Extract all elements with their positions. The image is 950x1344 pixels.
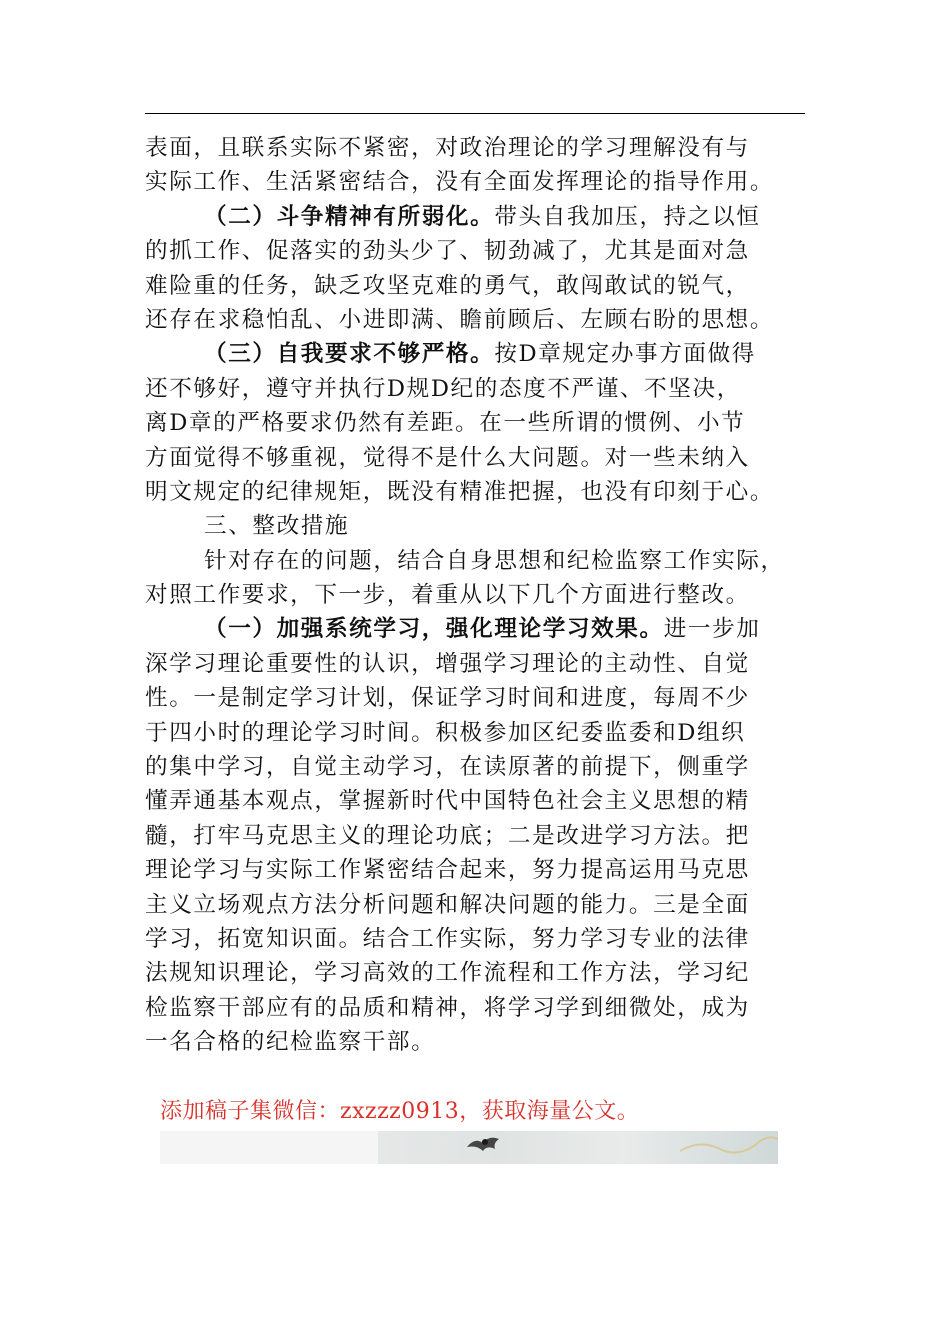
body-line: 懂弄通基本观点，掌握新时代中国特色社会主义思想的精 [145,788,750,815]
body-line: 离D章的严格要求仍然有差距。在一些所谓的惯例、小节 [145,410,746,437]
body-line: 难险重的任务，缺乏攻坚克难的勇气，敢闯敢试的锐气， [145,272,750,299]
body-line: 明文规定的纪律规矩，既没有精准把握，也没有印刻于心。 [145,478,775,505]
body-line: 主义立场观点方法分析问题和解决问题的能力。三是全面 [145,891,750,918]
promo-text: 添加稿子集微信：zxzzz0913，获取海量公文。 [160,1099,640,1124]
decorative-curve [680,1131,778,1164]
header-rule [145,113,805,114]
document-body [145,131,807,1060]
subsection-text: 进一步加 [663,616,761,643]
subsection-title: （二）斗争精神有所弱化。 [204,203,495,230]
body-line: 理论学习与实际工作紧密结合起来，努力提高运用马克思 [145,857,750,884]
bird-ink-icon [465,1133,505,1155]
subsection-line [145,612,807,646]
body-line: 于四小时的理论学习时间。积极参加区纪委监委和D组织 [145,719,746,746]
subsection-line [145,200,807,234]
decorative-banner [160,1131,778,1164]
body-line: 深学习理论重要性的认识，增强学习理论的主动性、自觉 [145,650,750,677]
body-line: 对照工作要求，下一步，着重从以下几个方面进行整改。 [145,582,750,609]
section-heading: 三、整改措施 [204,513,350,540]
subsection-text: 按D章规定办事方面做得 [494,341,756,368]
body-line: 髓，打牢马克思主义的理论功底；二是改进学习方法。把 [145,822,750,849]
body-line: 法规知识理论，学习高效的工作流程和工作方法，学习纪 [145,960,750,987]
body-line: 还存在求稳怕乱、小进即满、瞻前顾后、左顾右盼的思想。 [145,306,775,333]
body-line: 实际工作、生活紧密结合，没有全面发挥理论的指导作用。 [145,169,775,196]
body-line: 针对存在的问题，结合自身思想和纪检监察工作实际， [204,547,785,574]
subsection-line [145,337,807,371]
body-line: 性。一是制定学习计划，保证学习时间和进度，每周不少 [145,685,750,712]
body-line: 一名合格的纪检监察干部。 [145,1029,436,1056]
body-line: 还不够好，遵守并执行D规D纪的态度不严谨、不坚决， [145,375,741,402]
banner-panel [160,1131,378,1164]
body-line: 表面，且联系实际不紧密，对政治理论的学习理解没有与 [145,135,750,161]
body-line: 的集中学习，自觉主动学习，在读原著的前提下，侧重学 [145,754,750,781]
subsection-title: （一）加强系统学习，强化理论学习效果。 [204,616,664,643]
body-line: 学习，拓宽知识面。结合工作实际，努力学习专业的法律 [145,925,750,952]
subsection-title: （三）自我要求不够严格。 [204,341,495,368]
body-line: 检监察干部应有的品质和精神，将学习学到细微处，成为 [145,994,750,1021]
body-line: 的抓工作、促落实的劲头少了、韧劲减了，尤其是面对急 [145,238,750,265]
subsection-text: 带头自我加压，持之以恒 [494,203,761,230]
body-line: 方面觉得不够重视，觉得不是什么大问题。对一些未纳入 [145,444,750,471]
